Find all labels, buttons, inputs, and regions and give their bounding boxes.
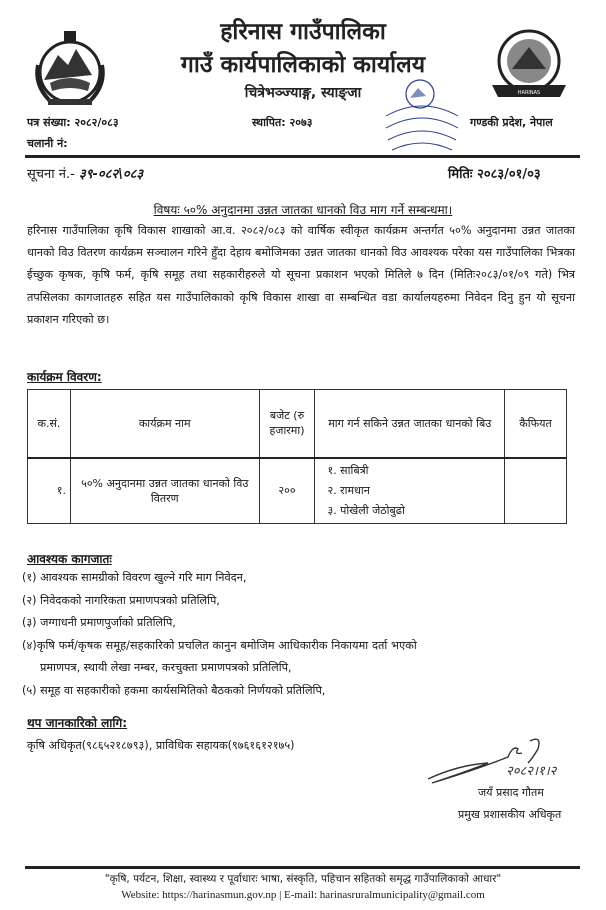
office-location: चित्रेभञ्ज्याङ्ग, स्याङ्जा (244, 85, 362, 101)
subject-line: विषयः ५०% अनुदानमा उन्नत जातका धानको विउ माग गर्ने सम्बन्धमा। (153, 203, 453, 217)
cell-program-name: ५०% अनुदानमा उन्नत जातका धानको विउ वितरण (70, 458, 259, 524)
col-seed-varieties: माग गर्न सकिने उन्नत जातका धानको बिउ (315, 390, 505, 458)
program-heading: कार्यक्रम विवरण: (27, 370, 102, 384)
col-serial: क.सं. (28, 390, 71, 458)
province: गण्डकी प्रदेश, नेपाल (470, 116, 553, 129)
signatory-title: प्रमुख प्रशासकीय अधिकृत (458, 808, 562, 821)
col-budget: बजेट (रु हजारमा) (259, 390, 315, 458)
table-row (28, 458, 567, 524)
signatory-name: जयँ प्रसाद गौतम (478, 786, 544, 799)
program-table (27, 389, 567, 524)
office-name: गाउँ कार्यपालिकाको कार्यालय (180, 52, 426, 78)
signature-date: २०८२।१।२ (506, 764, 557, 779)
cell-serial: १. (28, 458, 71, 524)
header-divider (25, 155, 580, 158)
document-item: (३) जग्गाधनी प्रमाणपुर्जाको प्रतिलिपि, (22, 616, 176, 629)
footer-contact: Website: https://harinasmun.gov.np | E-mail: harinasruralmunicipality@gmail.com (121, 889, 485, 901)
notice-number-value: ३९-०८२\०८३ (78, 167, 144, 182)
documents-heading: आवश्यक कागजातः (27, 552, 112, 566)
svg-text:HARINAS: HARINAS (517, 90, 541, 96)
cell-seed-varieties (315, 458, 505, 524)
footer-motto: "कृषि, पर्यटन, शिक्षा, स्वास्थ्य र पूर्वाधारः भाषा, संस्कृति, पहिचान सहितको समृद्ध गाउँपालिकाको आधार" (104, 873, 502, 885)
contact-text: कृषि अधिकृत(९८६५२१८७९३), प्राविधिक सहायक(९७६१६१२१७५) (27, 739, 295, 752)
table-header-row (28, 390, 567, 458)
signature-mark (418, 735, 588, 787)
footer-divider (25, 866, 580, 869)
notice-number (27, 164, 143, 182)
cell-remarks (505, 458, 567, 524)
documents-list (22, 567, 582, 702)
document-item: (१) आवश्यक सामग्रीको विवरण खुल्ने गरि माग निवेदन, (22, 571, 247, 584)
col-remarks: कैफियत (505, 390, 567, 458)
document-item: (५) समूह वा सहकारीको हकमा कार्यसमितिको बैठकको निर्णयको प्रतिलिपि, (22, 683, 326, 697)
col-program-name: कार्यक्रम नाम (70, 390, 259, 458)
seed-item: १. साबित्री (327, 463, 369, 477)
document-item: (२) निवेदकको नागरिकता प्रमाणपत्रको प्रतिलिपि, (22, 593, 220, 607)
established-year: स्थापित: २०७३ (252, 116, 313, 129)
contact-heading: थप जानकारिको लागि: (27, 716, 128, 730)
office-stamp (382, 76, 462, 166)
dispatch-number: चलानी नं: (27, 137, 68, 150)
cell-budget: २०० (259, 458, 315, 524)
document-item: (४)कृषि फर्म/कृषक समूह/सहकारिको प्रचलित कानुन बमोजिम आधिकारीक निकायमा दर्ता भएको (22, 638, 417, 652)
seed-item: २. रामधान (327, 483, 370, 497)
org-name: हरिनास गाउँपालिका (220, 19, 386, 45)
document-item: प्रमाणपत्र, स्थायी लेखा नम्बर, करचुक्ता प्रमाणपत्रको प्रतिलिपि, (40, 661, 292, 674)
letter-number: पत्र संख्या: २०८२/०८३ (27, 116, 119, 129)
notice-date: मितिः २०८३/०१/०३ (448, 167, 541, 182)
notice-number-label: सूचना नं.- (27, 167, 75, 182)
seed-item: ३. पोखेली जेठोबुढो (327, 503, 405, 517)
body-paragraph: हरिनास गाउँपालिका कृषि विकास शाखाको आ.व. २०८२/०८३ को वार्षिक स्वीकृत कार्यक्रम अन्तर्गत ५०% अनुदानमा उन्नत जातका धानको विउ वितरण कार्यक्रम सञ्चालन गरिने हुँदा देहाय बमोजिमका उन्नत जातका धानको विउ आवश्यक परेका यस गाउँपालिका भित्रका ईच्छुक कृषक, कृषि फर्म, कृषि समूह तथा सहकारीहरुले यो सूचना प्रकाशन भएको मितिले ७ दिन (मितिः२०८३/०१/०९ गते) भित्र तपसिलका कागजातहरु सहित यस गाउँपालिकाको कृषि विकास शाखा वा सम्बन्धित वडा कार्यालयहरुमा निवेदन दिनु हुन यो सूचना प्रकाशन गरिएको छ। (27, 224, 575, 326)
